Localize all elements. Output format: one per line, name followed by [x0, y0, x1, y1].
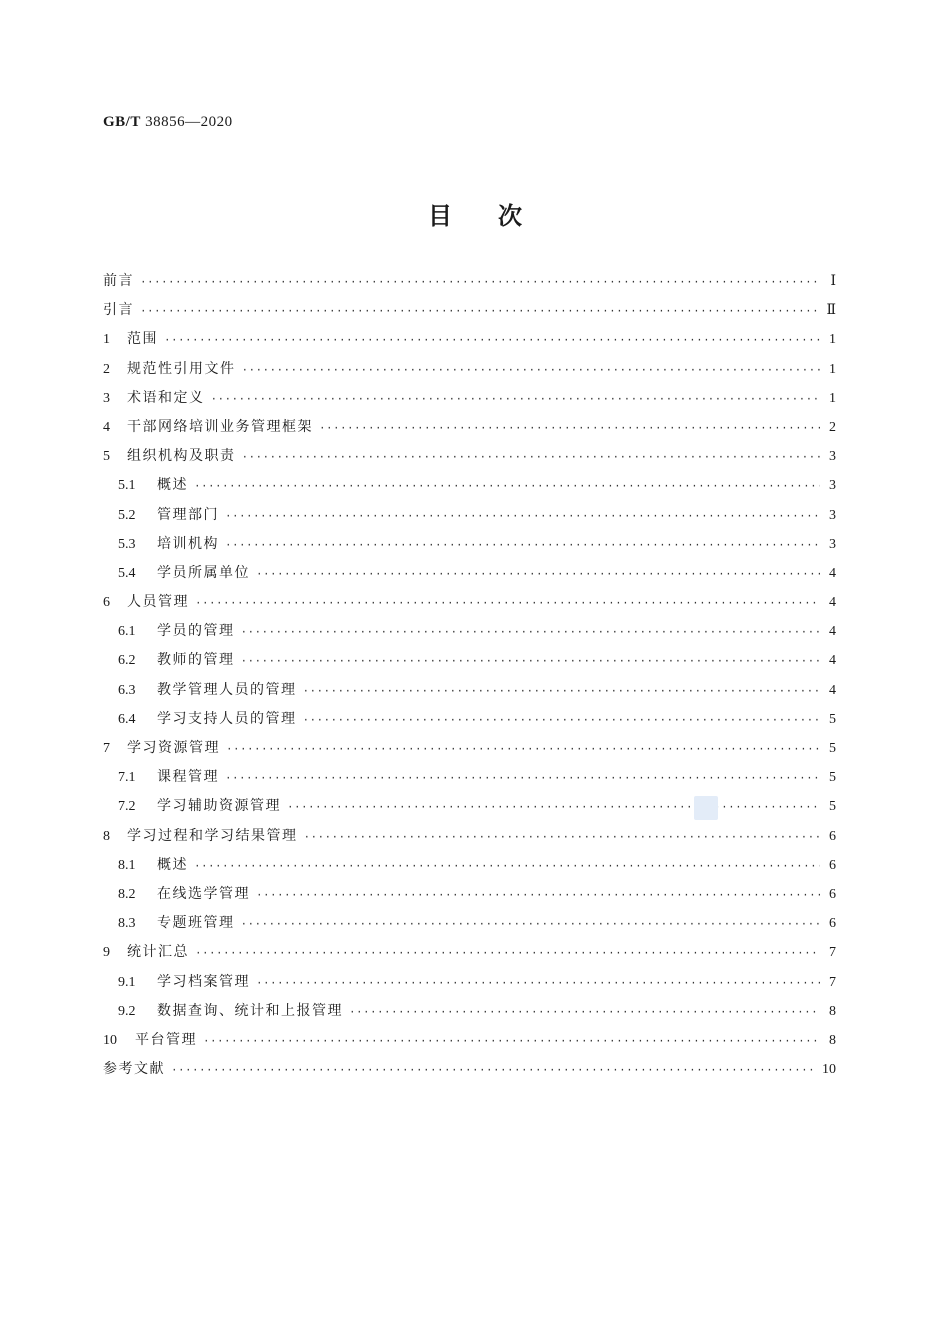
toc-entry-page: 1	[829, 390, 836, 406]
toc-leader-dots	[194, 861, 820, 873]
toc-entry-number: 6	[103, 595, 110, 611]
toc-entry-page: 5	[829, 770, 836, 786]
toc-entry[interactable]	[103, 912, 836, 941]
toc-entry-label: 概述	[157, 856, 188, 873]
toc-entry-number: 5.4	[118, 565, 136, 581]
toc-entry-number: 8.3	[118, 916, 136, 932]
toc-entry-number: 5	[103, 449, 110, 465]
toc-entry-label: 概述	[157, 477, 188, 494]
toc-title: 目次	[428, 202, 568, 230]
toc-entry-number: 1	[103, 332, 110, 348]
toc-entry-number: 9.2	[118, 1003, 136, 1019]
toc-entry-number: 3	[103, 390, 110, 406]
toc-entry[interactable]	[103, 358, 836, 387]
toc-entry-number: 8.1	[118, 857, 136, 873]
toc-entry-number: 5.2	[118, 507, 136, 523]
toc-entry-label: 课程管理	[157, 769, 219, 786]
toc-leader-dots	[140, 306, 820, 318]
toc-entry-label: 学习档案管理	[157, 973, 250, 990]
toc-entry-page: 6	[829, 857, 836, 873]
toc-entry-page: 4	[829, 624, 836, 640]
toc-entry[interactable]	[103, 562, 836, 591]
toc-entry[interactable]	[103, 737, 836, 766]
toc-leader-dots	[195, 598, 820, 610]
toc-entry-page: 5	[829, 741, 836, 756]
toc-entry-page: 6	[829, 916, 836, 932]
toc-entry-number: 7	[103, 741, 110, 756]
toc-entry-page: 3	[829, 536, 836, 552]
toc-entry[interactable]	[103, 825, 836, 854]
toc-entry-label: 教师的管理	[157, 652, 235, 669]
toc-leader-dots	[303, 686, 821, 698]
toc-entry[interactable]	[103, 941, 836, 970]
toc-leader-dots	[225, 540, 820, 552]
toc-entry-label: 专题班管理	[157, 915, 235, 932]
toc-entry-page: 3	[829, 478, 836, 494]
toc-entry-label: 规范性引用文件	[127, 360, 236, 377]
toc-entry-page: 6	[829, 828, 836, 844]
toc-leader-dots	[256, 569, 820, 581]
toc-entry-page: 3	[829, 449, 836, 465]
toc-entry-page: 10	[822, 1062, 836, 1078]
toc-entry-number: 10	[103, 1032, 117, 1048]
toc-entry-page: 1	[829, 361, 836, 377]
toc-leader-dots	[349, 1007, 820, 1019]
toc-entry-number: 9.1	[118, 974, 136, 990]
toc-entry-page: 6	[829, 886, 836, 902]
toc-leader-dots	[303, 715, 821, 727]
toc-entry-label: 培训机构	[157, 535, 219, 552]
toc-entry[interactable]	[103, 883, 836, 912]
toc-entry[interactable]	[103, 533, 836, 562]
toc-leader-dots	[241, 656, 821, 668]
toc-entry-number: 5.3	[118, 536, 136, 552]
toc-entry-page: 4	[829, 565, 836, 581]
toc-leader-dots	[242, 365, 821, 377]
toc-entry[interactable]	[103, 1000, 836, 1029]
toc-entry-label: 学习资源管理	[127, 740, 220, 756]
toc-entry[interactable]	[103, 504, 836, 533]
toc-entry-page: 5	[829, 711, 836, 727]
toc-entry[interactable]	[103, 591, 836, 620]
toc-entry[interactable]	[103, 971, 836, 1000]
toc-entry-page: 4	[829, 653, 836, 669]
toc-entry[interactable]	[103, 1029, 836, 1058]
table-of-contents	[103, 270, 836, 1087]
standard-number: 38856—2020	[145, 114, 233, 130]
toc-entry-label: 学员所属单位	[157, 564, 250, 581]
toc-entry-label: 术语和定义	[127, 389, 205, 406]
toc-leader-dots	[287, 802, 820, 814]
toc-entry-page: Ⅱ	[826, 303, 836, 319]
toc-entry-label: 前言	[103, 273, 134, 289]
toc-entry-page: 4	[829, 595, 836, 611]
toc-entry-number: 2	[103, 361, 110, 377]
toc-leader-dots	[242, 452, 821, 464]
toc-leader-dots	[211, 394, 821, 406]
toc-entry-label: 学习辅助资源管理	[157, 798, 281, 815]
toc-entry-label: 学习支持人员的管理	[157, 710, 297, 727]
toc-entry-label: 范围	[127, 331, 158, 348]
toc-entry-number: 9	[103, 945, 110, 961]
toc-entry-page: 8	[829, 1032, 836, 1048]
toc-entry[interactable]	[103, 1058, 836, 1087]
toc-leader-dots	[203, 1036, 820, 1048]
toc-entry[interactable]	[103, 270, 836, 299]
toc-entry[interactable]	[103, 649, 836, 678]
standard-code	[103, 114, 233, 131]
toc-leader-dots	[241, 627, 821, 639]
toc-entry-page: 4	[829, 682, 836, 698]
toc-entry[interactable]	[103, 299, 836, 328]
toc-leader-dots	[319, 423, 820, 435]
toc-leader-dots	[304, 832, 821, 844]
toc-entry-number: 6.2	[118, 653, 136, 669]
toc-entry-number: 6.3	[118, 682, 136, 698]
toc-entry-number: 6.4	[118, 711, 136, 727]
toc-entry[interactable]	[103, 445, 836, 474]
toc-entry-label: 平台管理	[135, 1031, 197, 1048]
toc-entry[interactable]	[103, 620, 836, 649]
toc-entry-page: 3	[829, 507, 836, 523]
toc-entry-label: 学习过程和学习结果管理	[127, 827, 298, 844]
toc-entry-page: 5	[829, 799, 836, 815]
toc-entry-page: 7	[829, 945, 836, 961]
toc-leader-dots	[226, 744, 820, 756]
toc-leader-dots	[225, 511, 820, 523]
toc-entry-page: 7	[829, 974, 836, 990]
toc-entry-label: 人员管理	[127, 594, 189, 611]
toc-leader-dots	[256, 890, 820, 902]
toc-entry-page: Ⅰ	[830, 274, 836, 289]
toc-entry-number: 8	[103, 828, 110, 844]
toc-entry-page: 1	[829, 332, 836, 348]
toc-entry-number: 8.2	[118, 886, 136, 902]
toc-entry[interactable]	[103, 854, 836, 883]
toc-entry-number: 7.1	[118, 770, 136, 786]
toc-entry-number: 5.1	[118, 478, 136, 494]
toc-leader-dots	[195, 948, 820, 960]
toc-entry-number: 6.1	[118, 624, 136, 640]
toc-leader-dots	[194, 481, 820, 493]
toc-entry-label: 干部网络培训业务管理框架	[127, 418, 313, 435]
toc-leader-dots	[256, 978, 820, 990]
toc-entry[interactable]	[103, 795, 836, 824]
toc-entry-label: 组织机构及职责	[127, 448, 236, 465]
toc-entry[interactable]	[103, 474, 836, 503]
toc-entry[interactable]	[103, 416, 836, 445]
toc-entry-label: 参考文献	[103, 1061, 165, 1078]
standard-prefix: GB/T	[103, 114, 141, 130]
selection-highlight	[694, 796, 718, 820]
toc-leader-dots	[241, 919, 821, 931]
toc-entry-number: 7.2	[118, 799, 136, 815]
toc-entry[interactable]	[103, 679, 836, 708]
toc-entry-label: 统计汇总	[127, 944, 189, 961]
toc-entry-label: 学员的管理	[157, 623, 235, 640]
toc-entry-label: 在线选学管理	[157, 885, 250, 902]
toc-entry-label: 数据查询、统计和上报管理	[157, 1002, 343, 1019]
toc-entry[interactable]	[103, 387, 836, 416]
toc-entry-page: 2	[829, 419, 836, 435]
toc-entry[interactable]	[103, 766, 836, 795]
toc-entry-label: 管理部门	[157, 506, 219, 523]
toc-entry-page: 8	[829, 1003, 836, 1019]
toc-leader-dots	[171, 1065, 816, 1077]
toc-entry-label: 引言	[103, 302, 134, 319]
toc-entry[interactable]	[103, 328, 836, 357]
toc-leader-dots	[164, 335, 820, 347]
toc-leader-dots	[140, 277, 820, 289]
toc-entry[interactable]	[103, 708, 836, 737]
toc-entry-label: 教学管理人员的管理	[157, 681, 297, 698]
toc-leader-dots	[225, 773, 820, 785]
toc-entry-number: 4	[103, 419, 110, 435]
